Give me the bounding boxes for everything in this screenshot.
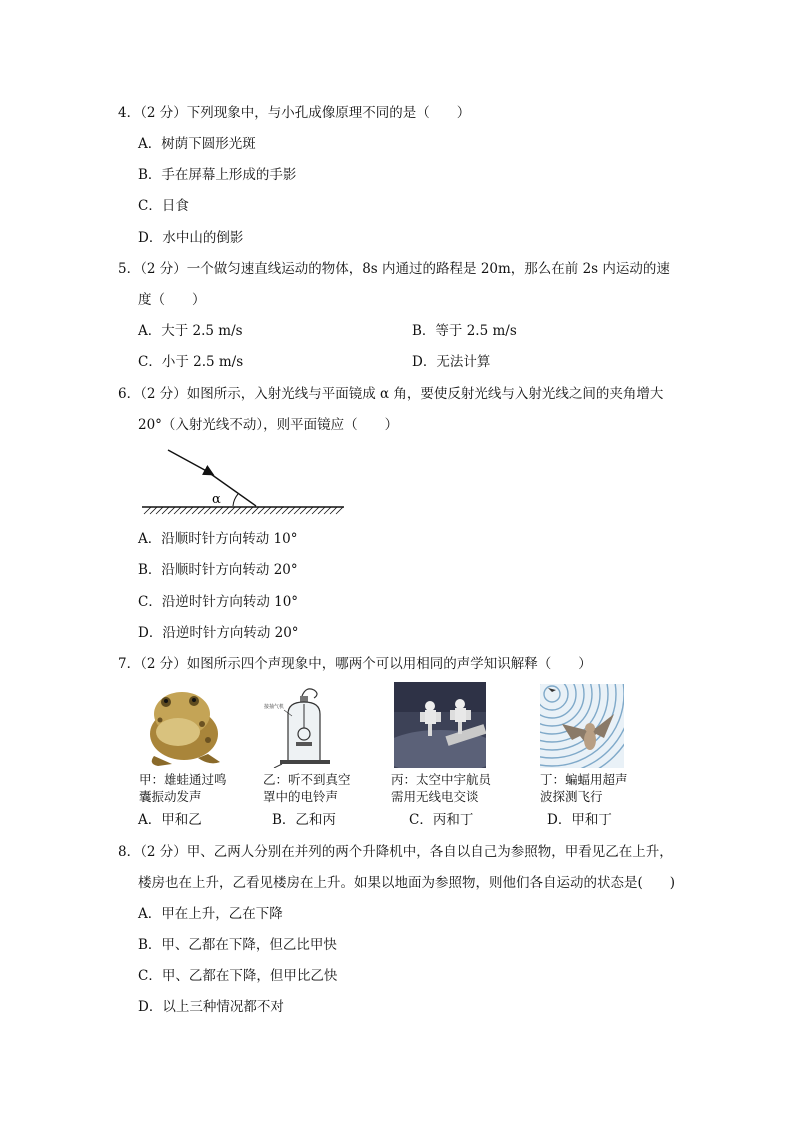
caption-jia-line1: 甲：雄蛙通过鸣	[139, 772, 227, 787]
caption-bing-line2: 需用无线电交谈	[391, 789, 479, 804]
q7-option-b: B．乙和丙	[272, 812, 336, 828]
bell-jar-image	[262, 684, 354, 768]
q8-option-d: D．以上三种情况都不对	[138, 999, 284, 1015]
q8-option-a: A．甲在上升，乙在下降	[138, 906, 283, 922]
caption-ding-line2: 波探测飞行	[540, 789, 603, 804]
q5-option-c: C．小于 2.5 m/s	[138, 354, 244, 370]
caption-ding-line1: 丁：蝙蝠用超声	[540, 772, 628, 787]
q8-stem-line1: 8．（2 分）甲、乙两人分别在并列的两个升降机中，各自以自己为参照物，甲看见乙在上升，	[118, 844, 673, 860]
q6-option-a: A．沿顺时针方向转动 10°	[138, 531, 298, 547]
q6-option-b: B．沿顺时针方向转动 20°	[138, 562, 298, 578]
astronauts-image	[394, 682, 486, 768]
mirror-diagram	[138, 444, 348, 520]
q4-stem: 4．（2 分）下列现象中，与小孔成像原理不同的是（ ）	[118, 105, 471, 121]
pump-label: 接抽气机	[264, 704, 285, 710]
q6-option-d: D．沿逆时针方向转动 20°	[138, 625, 299, 641]
q7-option-c: C．丙和丁	[409, 812, 474, 828]
q5-option-a: A．大于 2.5 m/s	[138, 323, 243, 339]
q7-option-a: A．甲和乙	[138, 812, 202, 828]
mirror-hatching	[144, 507, 343, 514]
q4-option-d: D．水中山的倒影	[138, 230, 244, 246]
q8-option-b: B．甲、乙都在下降，但乙比甲快	[138, 937, 337, 953]
q8-option-c: C．甲、乙都在下降，但甲比乙快	[138, 968, 338, 984]
q5-stem-line2: 度（ ）	[138, 292, 206, 308]
q4-option-c: C．日食	[138, 198, 189, 214]
angle-arc	[233, 494, 238, 506]
q6-stem-line2: 20°（入射光线不动），则平面镜应（ ）	[138, 417, 399, 433]
q8-stem-line2: 楼房也在上升，乙看见楼房在上升。如果以地面为参照物，则他们各自运动的状态是( )	[138, 875, 676, 891]
q6-stem-line1: 6．（2 分）如图所示，入射光线与平面镜成 α 角，要使反射光线与入射光线之间的夹角增大	[118, 386, 664, 402]
q7-stem: 7．（2 分）如图所示四个声现象中，哪两个可以用相同的声学知识解释（ ）	[118, 656, 592, 672]
q4-option-b: B．手在屏幕上形成的手影	[138, 167, 297, 183]
q5-stem-line1: 5．（2 分）一个做匀速直线运动的物体，8s 内通过的路程是 20m，那么在前 2s 内运动的速	[118, 261, 670, 277]
q7-option-d: D．甲和丁	[547, 812, 612, 828]
q5-option-b: B．等于 2.5 m/s	[412, 323, 517, 339]
caption-yi-line1: 乙：听不到真空	[263, 772, 351, 787]
frog-image	[138, 684, 228, 768]
caption-bing-line1: 丙：太空中宇航员	[391, 772, 492, 787]
angle-alpha-label: α	[212, 492, 221, 507]
incident-ray-arrow	[168, 450, 212, 474]
q4-option-a: A．树荫下圆形光斑	[138, 136, 256, 152]
q5-option-d: D．无法计算	[412, 354, 491, 370]
q6-option-c: C．沿逆时针方向转动 10°	[138, 594, 299, 610]
caption-yi-line2: 罩中的电铃声	[263, 789, 339, 804]
bat-image	[540, 684, 624, 768]
caption-jia-line2: 囊振动发声	[139, 789, 202, 804]
